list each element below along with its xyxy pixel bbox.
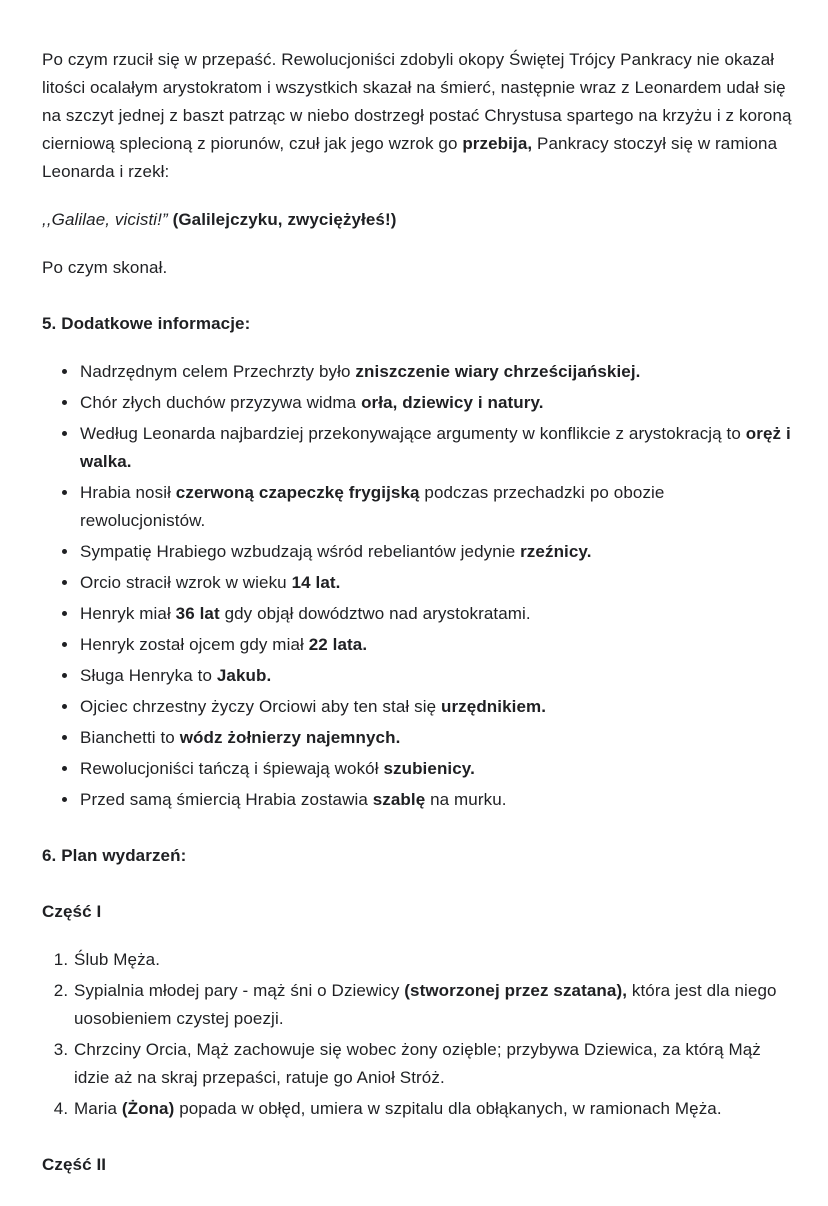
paragraph-pankracy-death [42,46,792,186]
list-item [79,724,792,752]
text-segment: Po czym rzucił się w przepaść. Rewolucjoniści zdobyli okopy Świętej Trójcy Pankracy nie okazał litości ocalałym arystokratom i wszystkich skazał na śmierć, następnie wraz z Leonardem udał się na szczyt jednej z baszt patrząc w niebo dostrzegł postać Chrystusa spartego na krzyżu i z koroną cierniową splecioną z piorunów, czuł jak jego wzrok go [42,50,792,153]
list-item [79,420,792,476]
bold-text-segment: wódz żołnierzy najemnych. [179,728,401,747]
text-segment: gdy objął dowództwo nad arystokratami. [219,604,531,623]
bold-text-segment: Jakub. [216,666,272,685]
text-segment: Maria [74,1099,122,1118]
bold-text-segment: 6. Plan wydarzeń: [42,846,187,865]
bold-text-segment: zniszczenie wiary chrześcijańskiej. [355,362,641,381]
bold-text-segment: 14 lat. [291,573,341,592]
text-segment: która jest dla niego uosobieniem czystej poezji. [74,981,777,1028]
list-item [79,538,792,566]
paragraph-po-czym-skonal [42,254,792,282]
bold-text-segment: oręż i walka. [80,424,791,471]
bold-text-segment: 22 lata. [308,635,368,654]
heading-dodatkowe-informacje [42,310,792,338]
list-item [73,946,792,974]
numbered-list-czesc-1 [42,946,792,1123]
list-item [73,977,792,1033]
text-segment: Orcio stracił wzrok w wieku [80,573,292,592]
bold-text-segment: Część I [42,902,102,921]
list-item [79,755,792,783]
list-item [79,693,792,721]
text-segment: Pankracy stoczył się w ramiona Leonarda i rzekł: [42,134,778,181]
list-item [79,479,792,535]
bold-text-segment: szablę [372,790,426,809]
document-content [42,46,792,1179]
bold-text-segment: 36 lat [175,604,220,623]
bold-text-segment: (stworzonej przez szatana), [404,981,628,1000]
text-segment: Sługa Henryka to [80,666,217,685]
text-segment: Chór złych duchów przyzywa widma [80,393,362,412]
heading-czesc-1 [42,898,792,926]
italic-text-segment: ,,Galilae, vicisti!” [42,210,173,229]
text-segment: Hrabia nosił [80,483,176,502]
text-segment: Chrzciny Orcia, Mąż zachowuje się wobec żony ozięble; przybywa Dziewica, za którą Mąż idzie aż na skraj przepaści, ratuje go Anioł Stróż. [74,1040,761,1087]
text-segment: na murku. [425,790,507,809]
list-item [79,569,792,597]
bold-text-segment: przebija, [462,134,533,153]
text-segment: Ojciec chrzestny życzy Orciowi aby ten stał się [80,697,441,716]
bold-text-segment: rzeźnicy. [520,542,592,561]
text-segment: Sypialnia młodej pary - mąż śni o Dziewicy [74,981,405,1000]
list-item [79,600,792,628]
bold-text-segment: orła, dziewicy i natury. [361,393,544,412]
text-segment: Według Leonarda najbardziej przekonywające argumenty w konflikcie z arystokracją to [80,424,746,443]
text-segment: Henryk został ojcem gdy miał [80,635,309,654]
heading-plan-wydarzen [42,842,792,870]
bold-text-segment: (Żona) [121,1099,175,1118]
text-segment: Ślub Męża. [74,950,161,969]
bold-text-segment: 5. Dodatkowe informacje: [42,314,251,333]
text-segment: Rewolucjoniści tańczą i śpiewają wokół [80,759,384,778]
heading-czesc-2 [42,1151,792,1179]
bold-text-segment: czerwoną czapeczkę frygijską [175,483,420,502]
bullet-list-dodatkowe-informacje [42,358,792,814]
list-item [79,631,792,659]
bold-text-segment: (Galilejczyku, zwyciężyłeś!) [172,210,397,229]
text-segment: popada w obłęd, umiera w szpitalu dla obłąkanych, w ramionach Męża. [174,1099,722,1118]
bold-text-segment: urzędnikiem. [440,697,547,716]
text-segment: podczas przechadzki po obozie rewolucjonistów. [80,483,665,530]
list-item [79,389,792,417]
text-segment: Nadrzędnym celem Przechrzty było [80,362,356,381]
text-segment: Henryk miał [80,604,176,623]
list-item [79,358,792,386]
list-item [79,662,792,690]
text-segment: Przed samą śmiercią Hrabia zostawia [80,790,373,809]
list-item [79,786,792,814]
paragraph-quote [42,206,792,234]
list-item [73,1036,792,1092]
text-segment: Po czym skonał. [42,258,168,277]
bold-text-segment: szubienicy. [383,759,475,778]
text-segment: Bianchetti to [80,728,180,747]
list-item [73,1095,792,1123]
bold-text-segment: Część II [42,1155,107,1174]
text-segment: Sympatię Hrabiego wzbudzają wśród rebeliantów jedynie [80,542,521,561]
